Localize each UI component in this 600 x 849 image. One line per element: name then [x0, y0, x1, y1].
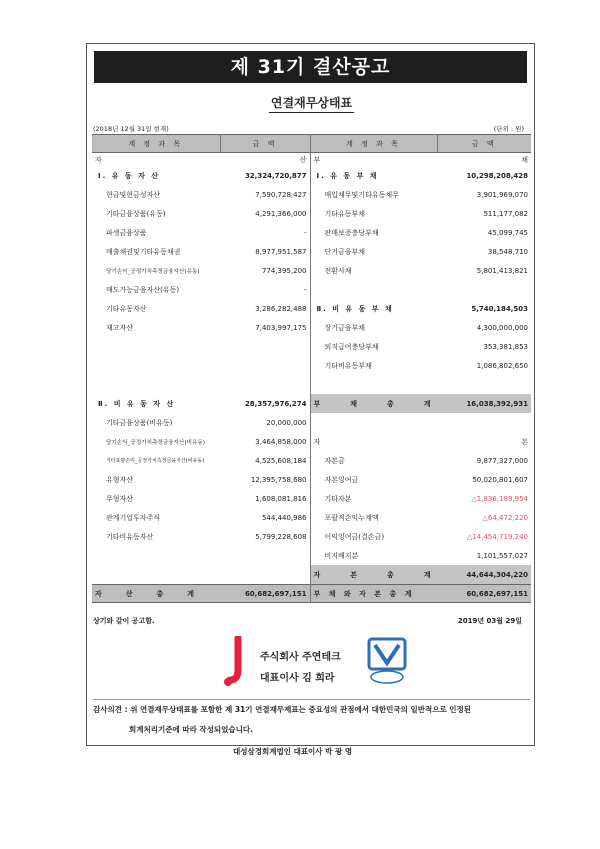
- table-cell: 재고자산: [106, 323, 134, 332]
- table-row: [92, 527, 531, 546]
- table-cell: [92, 565, 220, 585]
- table-cell: 60,682,697,151: [220, 585, 310, 603]
- divider: [93, 699, 530, 700]
- table-cell: 자본잉여금: [324, 475, 359, 484]
- table-cell: △14,454,719,240: [466, 532, 528, 541]
- table-cell: 7,403,997,175: [220, 318, 310, 337]
- table-cell: 이익잉여금(결손금): [324, 532, 385, 541]
- table-row: [92, 394, 531, 413]
- table-cell: 계 정 과 목: [92, 135, 220, 153]
- table-row: [92, 185, 531, 204]
- table-cell: 1,608,081,816: [220, 489, 310, 508]
- table-cell: 기타포괄손익_공정가치측정금융자산(비유동): [106, 458, 205, 464]
- table-cell: 4,300,000,000: [476, 323, 528, 332]
- table-row: [92, 242, 531, 261]
- table-cell: 기타금융상품(비유동): [106, 418, 173, 427]
- table-cell: 60,682,697,151: [437, 585, 531, 603]
- table-cell: 부 채: [313, 155, 528, 164]
- table-cell: 포괄적손익누계액: [324, 513, 379, 522]
- announcement-date: 2019년 03월 29일: [457, 617, 522, 625]
- table-cell: 부 채 총 계: [310, 394, 437, 413]
- table-cell: [92, 546, 220, 565]
- table-cell: 전환사채: [324, 266, 352, 275]
- table-cell: 774,395,200: [220, 261, 310, 280]
- table-cell: 자본금: [324, 456, 345, 465]
- table-cell: 9,877,327,000: [476, 456, 528, 465]
- table-cell: 당기손익_공정가치측정금융자산(유동): [106, 268, 200, 275]
- seal-stamp-icon: [367, 637, 407, 685]
- table-cell: 50,020,801,607: [472, 475, 528, 484]
- table-cell: 매도가능금융자산(유동): [106, 285, 180, 294]
- table-cell: [310, 280, 437, 299]
- table-cell: 3,286,282,488: [220, 299, 310, 318]
- table-cell: 기타유동자산: [106, 304, 147, 313]
- table-cell: △64,472,220: [482, 513, 528, 522]
- table-cell: Ⅰ. 유 동 자 산: [98, 171, 161, 180]
- table-cell: 544,440,986: [220, 508, 310, 527]
- table-row: [92, 356, 531, 375]
- table-cell: 계 정 과 목: [310, 135, 437, 153]
- table-row: [92, 470, 531, 489]
- table-cell: △1,836,189,954: [471, 494, 528, 503]
- table-cell: 자 산: [92, 153, 310, 167]
- table-cell: [220, 337, 310, 356]
- table-row: [92, 508, 531, 527]
- table-cell: [310, 413, 437, 432]
- table-row: [92, 413, 531, 432]
- table-cell: 퇴직급여충당부채: [324, 342, 379, 351]
- table-cell: Ⅰ. 유 동 부 채: [316, 171, 379, 180]
- table-row: [92, 204, 531, 223]
- table-cell: 28,357,976,274: [220, 394, 310, 413]
- table-cell: 10,298,208,428: [466, 171, 528, 180]
- unit-label: (단위 : 원): [493, 125, 524, 133]
- table-cell: 당기손익_공정가치측정금융자산(비유동): [106, 439, 206, 446]
- table-cell: [92, 375, 220, 394]
- table-cell: 4,291,366,000: [220, 204, 310, 223]
- table-cell: [92, 356, 220, 375]
- table-cell: 45,099,745: [487, 228, 528, 237]
- table-cell: 7,590,728,427: [220, 185, 310, 204]
- company-name: 주식회사 주연테크: [260, 652, 341, 663]
- table-cell: 자 본: [313, 437, 528, 446]
- table-cell: 3,901,969,070: [476, 190, 528, 199]
- table-cell: 511,177,082: [483, 209, 528, 218]
- table-cell: 5,801,413,821: [476, 266, 528, 275]
- grand-total-row: [92, 585, 531, 603]
- table-row: [92, 318, 531, 337]
- table-cell: [220, 375, 310, 394]
- table-row: [92, 337, 531, 356]
- table-row: [92, 280, 531, 299]
- table-cell: 38,548,710: [487, 247, 528, 256]
- auditor-name: 대성삼경회계법인 대표이사 박 광 명: [233, 747, 353, 756]
- table-row: [92, 375, 531, 394]
- table-cell: 1,086,802,650: [476, 361, 528, 370]
- table-cell: Ⅱ. 비 유 동 자 산: [98, 399, 176, 408]
- table-cell: 자 산 총 계: [92, 585, 220, 603]
- ceo-name: 대표이사 김 희라: [260, 673, 335, 684]
- table-cell: 20,000,000: [220, 413, 310, 432]
- table-cell: 8,977,951,587: [220, 242, 310, 261]
- table-cell: 장기금융부채: [324, 323, 366, 332]
- table-cell: 매출채권및기타유동채권: [106, 247, 181, 256]
- announcement-sheet: [86, 43, 535, 756]
- table-cell: 관계기업투자주식: [106, 513, 161, 522]
- table-cell: 자 본 총 계: [310, 565, 437, 585]
- table-cell: 비지배지분: [324, 551, 359, 560]
- table-cell: [92, 337, 220, 356]
- table-cell: [220, 356, 310, 375]
- table-cell: 기타비유동부채: [324, 361, 372, 370]
- table-row: [92, 166, 531, 185]
- table-cell: Ⅱ. 비 유 동 부 채: [316, 304, 394, 313]
- table-cell: [220, 565, 310, 585]
- table-cell: 1,101,557,027: [476, 551, 528, 560]
- statement-title: 연결재무상태표: [87, 94, 536, 111]
- table-row: [92, 223, 531, 242]
- table-cell: 판매보증충당부채: [324, 228, 379, 237]
- table-cell: [437, 375, 531, 394]
- table-cell: 현금및현금성자산: [106, 190, 161, 199]
- balance-sheet-table: [92, 134, 531, 603]
- table-cell: 매입채무및기타유동채무: [324, 190, 399, 199]
- table-cell: [310, 375, 437, 394]
- table-cell: 44,644,304,220: [437, 565, 531, 585]
- table-cell: 5,799,228,608: [220, 527, 310, 546]
- table-cell: [437, 413, 531, 432]
- company-logo-icon: [222, 636, 252, 688]
- table-cell: 금 액: [437, 135, 531, 153]
- table-cell: -: [220, 280, 310, 299]
- table-cell: 파생금융상품: [106, 228, 147, 237]
- table-cell: 단기금융부채: [324, 247, 366, 256]
- table-cell: 무형자산: [106, 494, 134, 503]
- table-cell: 12,395,758,680: [220, 470, 310, 489]
- table-cell: 기타유동부채: [324, 209, 366, 218]
- table-row: [92, 451, 531, 470]
- table-cell: 유형자산: [106, 475, 134, 484]
- table-row: [92, 432, 531, 451]
- table-cell: 5,740,184,503: [471, 304, 528, 313]
- as-of-date: (2018년 12월 31일 현재): [93, 125, 169, 133]
- audit-opinion-cont: 회계처리기준에 따라 작성되었습니다.: [129, 725, 253, 734]
- table-cell: 기타자본: [324, 494, 352, 503]
- table-cell: 금 액: [220, 135, 310, 153]
- table-cell: 3,464,858,000: [220, 432, 310, 451]
- table-row: [92, 153, 531, 167]
- table-row: [92, 261, 531, 280]
- table-cell: 4,525,608,184: [220, 451, 310, 470]
- table-row: [92, 546, 531, 565]
- table-cell: [437, 280, 531, 299]
- audit-opinion: 감사의견 : 위 연결재무상태표를 포함한 제 31기 연결재무제표는 중요성의 관점에서 대한민국의 일반적으로 인정된: [93, 705, 472, 714]
- table-cell: 기타금융상품(유동): [106, 209, 166, 218]
- table-cell: [220, 546, 310, 565]
- table-cell: -: [220, 223, 310, 242]
- closing-text: 상기와 같이 공고함.: [93, 617, 155, 625]
- table-cell: 16,038,392,931: [437, 394, 531, 413]
- page-title: 제 31기 결산공고: [94, 51, 527, 83]
- table-row: [92, 489, 531, 508]
- table-cell: 기타비유동자산: [106, 532, 154, 541]
- table-header: [92, 135, 531, 153]
- table-row: [92, 565, 531, 585]
- table-cell: 353,381,853: [483, 342, 528, 351]
- table-cell: 32,324,720,877: [220, 166, 310, 185]
- table-cell: 부 채 와 자 본 총 계: [310, 585, 437, 603]
- table-row: [92, 299, 531, 318]
